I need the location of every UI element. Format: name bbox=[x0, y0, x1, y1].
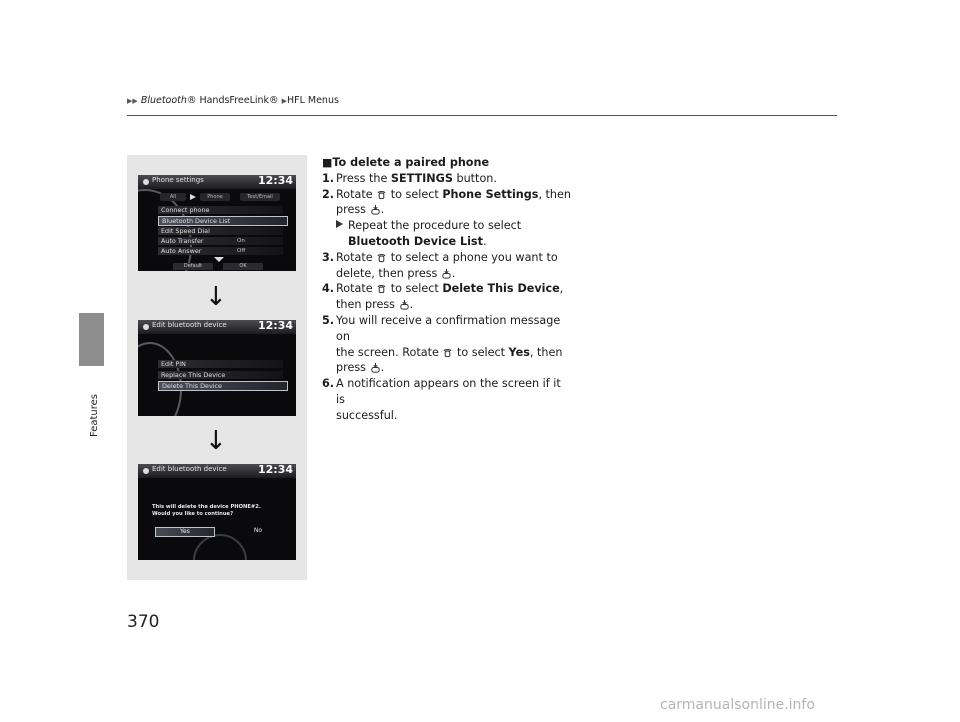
clock: 12:34 bbox=[257, 464, 293, 476]
breadcrumb-arrow-icon: ▶▶ bbox=[127, 97, 138, 105]
step-6: 6. A notification appears on the screen if it is bbox=[322, 377, 561, 406]
dial-arc bbox=[138, 342, 182, 416]
dial-arc bbox=[193, 534, 247, 560]
step-4: 4. Rotate to select Delete This Device, bbox=[322, 282, 564, 296]
tab-text-email[interactable]: Text/Email bbox=[240, 193, 280, 201]
clock: 12:34 bbox=[257, 320, 293, 332]
watermark: carmanualsonline.info bbox=[660, 697, 815, 713]
menu-auto-transfer[interactable]: Auto Transfer On bbox=[158, 237, 283, 245]
sub-arrow-icon bbox=[336, 220, 343, 228]
section-tab-label: Features bbox=[89, 394, 100, 437]
confirm-delete-screen bbox=[138, 464, 296, 560]
menu-auto-answer[interactable]: Auto Answer Off bbox=[158, 247, 283, 255]
breadcrumb-hfl: ® HandsFreeLink® bbox=[186, 95, 279, 106]
rotate-knob-icon bbox=[376, 252, 387, 263]
screen-title-bar bbox=[138, 464, 296, 478]
menu-connect-phone[interactable]: Connect phone bbox=[158, 206, 283, 214]
menu-replace-device[interactable]: Replace This Device bbox=[158, 371, 283, 379]
screen-title-bar bbox=[138, 175, 296, 189]
ok-button[interactable]: OK bbox=[223, 263, 263, 270]
section-tab bbox=[75, 375, 115, 445]
yes-button[interactable]: Yes bbox=[155, 527, 215, 537]
scroll-down-icon[interactable] bbox=[214, 257, 224, 262]
press-knob-icon bbox=[370, 204, 381, 215]
menu-delete-device[interactable]: Delete This Device bbox=[158, 381, 288, 391]
screen-title: Edit bluetooth device bbox=[152, 465, 227, 473]
rotate-knob-icon bbox=[376, 283, 387, 294]
tab-all[interactable]: All bbox=[160, 193, 186, 201]
instructions: ■To delete a paired phone 1. Press the SETTINGS button. 2. Rotate to select Phone Settings, then press . Repeat the procedure to select Bluetooth Device List. 3. Rotate to select a phone you want to delete, then press . 4. Rotate to select Delete This Device, then press . 5. You will receive a confirmation message on the screen. Rotate to select Yes, then press . 6. A notification appears on the screen if it is successful. bbox=[322, 156, 572, 422]
rotate-knob-icon bbox=[442, 347, 453, 358]
tab-phone[interactable]: Phone bbox=[200, 193, 230, 201]
menu-edit-speed-dial[interactable]: Edit Speed Dial bbox=[158, 227, 283, 235]
section-tab-marker bbox=[79, 313, 104, 366]
press-knob-icon bbox=[441, 268, 452, 279]
home-icon bbox=[143, 179, 149, 185]
menu-edit-pin[interactable]: Edit PIN bbox=[158, 360, 283, 368]
breadcrumb-hfl-menus: HFL Menus bbox=[286, 95, 339, 106]
no-button[interactable]: No bbox=[253, 527, 263, 534]
phone-settings-screen bbox=[138, 175, 296, 271]
section-heading: ■To delete a paired phone bbox=[322, 156, 490, 169]
breadcrumb bbox=[127, 95, 339, 106]
step-2-sub: Repeat the procedure to select bbox=[322, 218, 572, 234]
header-divider bbox=[127, 115, 837, 116]
breadcrumb-bluetooth: Bluetooth bbox=[140, 95, 187, 106]
rotate-knob-icon bbox=[376, 189, 387, 200]
step-3: 3. Rotate to select a phone you want to bbox=[322, 250, 558, 264]
arrow-down-icon: ↓ bbox=[205, 426, 227, 456]
screen-title-bar bbox=[138, 320, 296, 334]
step-5: 5. You will receive a confirmation message on bbox=[322, 313, 561, 343]
default-button[interactable]: Default bbox=[173, 263, 213, 270]
home-icon bbox=[143, 324, 149, 330]
tab-pointer-icon bbox=[190, 194, 196, 200]
edit-device-screen bbox=[138, 320, 296, 416]
confirm-message: This will delete the device PHONE#2. Would you like to continue? bbox=[152, 504, 261, 517]
step-2: 2. Rotate to select Phone Settings, then bbox=[322, 187, 572, 201]
page-number: 370 bbox=[127, 612, 160, 632]
step-1: 1. Press the SETTINGS button. bbox=[322, 171, 497, 185]
press-knob-icon bbox=[370, 362, 381, 373]
screen-title: Edit bluetooth device bbox=[152, 321, 227, 329]
heading-square-icon: ■ bbox=[322, 156, 333, 169]
press-knob-icon bbox=[399, 299, 410, 310]
arrow-down-icon: ↓ bbox=[205, 282, 227, 312]
home-icon bbox=[143, 468, 149, 474]
screen-title: Phone settings bbox=[152, 176, 204, 184]
menu-bluetooth-device-list[interactable]: Bluetooth Device List bbox=[158, 216, 288, 226]
clock: 12:34 bbox=[257, 175, 293, 187]
breadcrumb-arrow-icon: ▶ bbox=[281, 97, 287, 105]
